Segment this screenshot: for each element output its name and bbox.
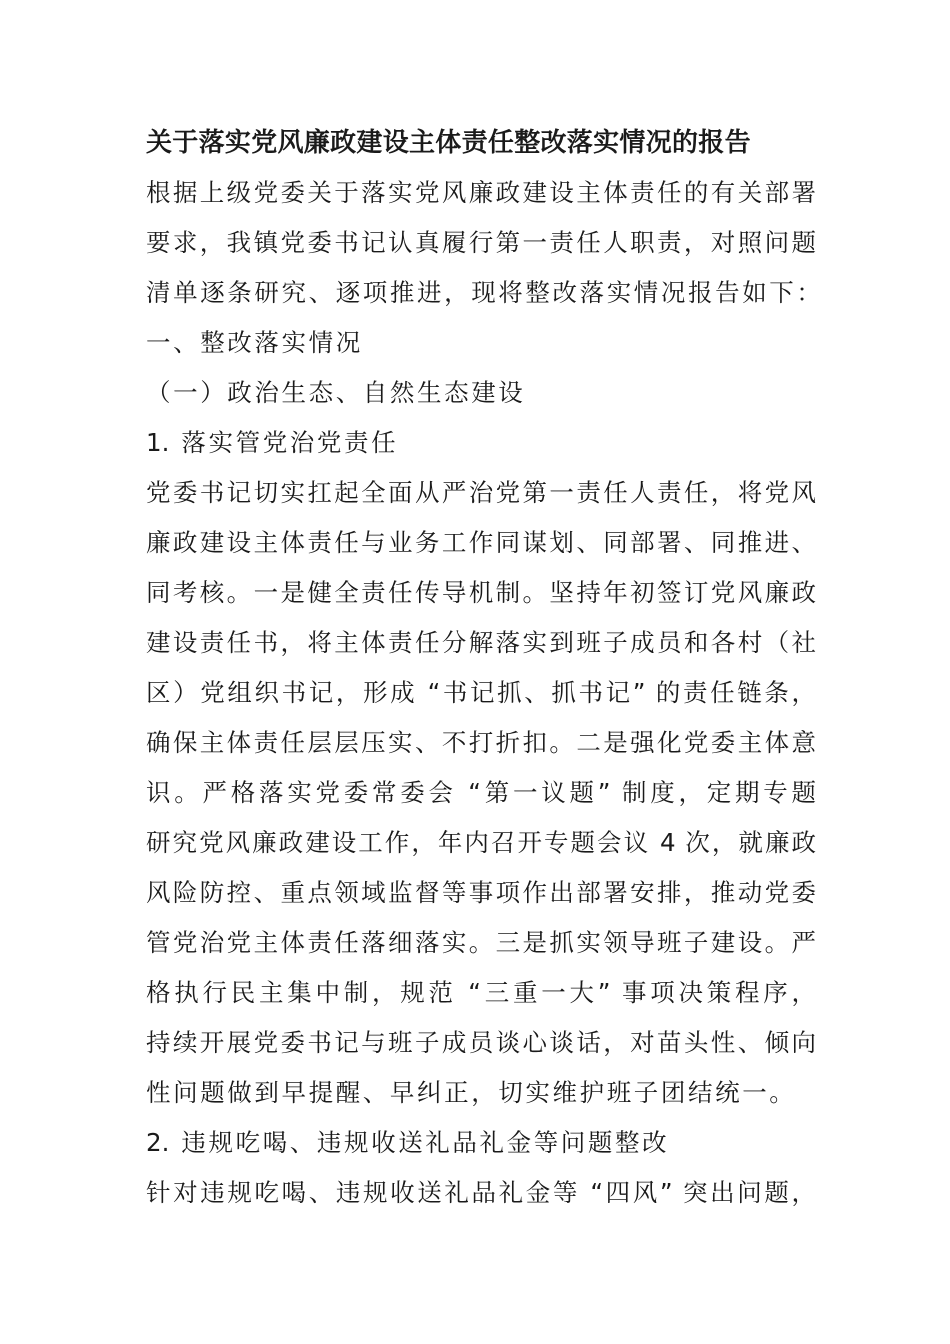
- item-heading-text: 违规吃喝、违规收送礼品礼金等问题整改: [181, 1128, 670, 1157]
- paragraph-line: 识。严格落实党委常委会 “第一议题” 制度，定期专题: [146, 778, 816, 807]
- paragraph-line: 研究党风廉政建设工作，年内召开专题会议 4 次，就廉政: [146, 828, 816, 857]
- paragraph-line: 要求，我镇党委书记认真履行第一责任人职责，对照问题: [146, 228, 816, 257]
- document-body: [146, 118, 824, 1218]
- item-heading: [146, 418, 816, 468]
- document-title: 关于落实党风廉政建设主体责任整改落实情况的报告: [146, 128, 751, 158]
- paragraph-line: 持续开展党委书记与班子成员谈心谈话，对苗头性、倾向: [146, 1028, 816, 1057]
- subsection-heading: （一）政治生态、自然生态建设: [146, 378, 526, 407]
- paragraph-line: 同考核。一是健全责任传导机制。坚持年初签订党风廉政: [146, 578, 816, 607]
- paragraph-line: 针对违规吃喝、违规收送礼品礼金等 “四风” 突出问题，: [146, 1178, 816, 1207]
- paragraph-line: 格执行民主集中制，规范 “三重一大” 事项决策程序，: [146, 978, 816, 1007]
- item-number: 2.: [146, 1128, 170, 1157]
- section-heading: 一、整改落实情况: [146, 328, 363, 357]
- item-number: 1.: [146, 428, 170, 457]
- paragraph-line: 风险防控、重点领域监督等事项作出部署安排，推动党委: [146, 878, 816, 907]
- item-heading-text: 落实管党治党责任: [181, 428, 399, 457]
- paragraph-line: 区）党组织书记，形成 “书记抓、抓书记” 的责任链条，: [146, 678, 816, 707]
- paragraph-line: 建设责任书，将主体责任分解落实到班子成员和各村（社: [146, 628, 816, 657]
- paragraph-line: 根据上级党委关于落实党风廉政建设主体责任的有关部署: [146, 178, 816, 207]
- paragraph-line: 管党治党主体责任落细落实。三是抓实领导班子建设。严: [146, 928, 816, 957]
- paragraph-line: 清单逐条研究、逐项推进，现将整改落实情况报告如下：: [146, 278, 824, 307]
- paragraph-line: 性问题做到早提醒、早纠正，切实维护班子团结统一。: [146, 1078, 797, 1107]
- paragraph-line: 廉政建设主体责任与业务工作同谋划、同部署、同推进、: [146, 528, 816, 557]
- paragraph-line: 确保主体责任层层压实、不打折扣。二是强化党委主体意: [146, 728, 816, 757]
- item-heading: [146, 1118, 816, 1168]
- paragraph-line: 党委书记切实扛起全面从严治党第一责任人责任，将党风: [146, 478, 816, 507]
